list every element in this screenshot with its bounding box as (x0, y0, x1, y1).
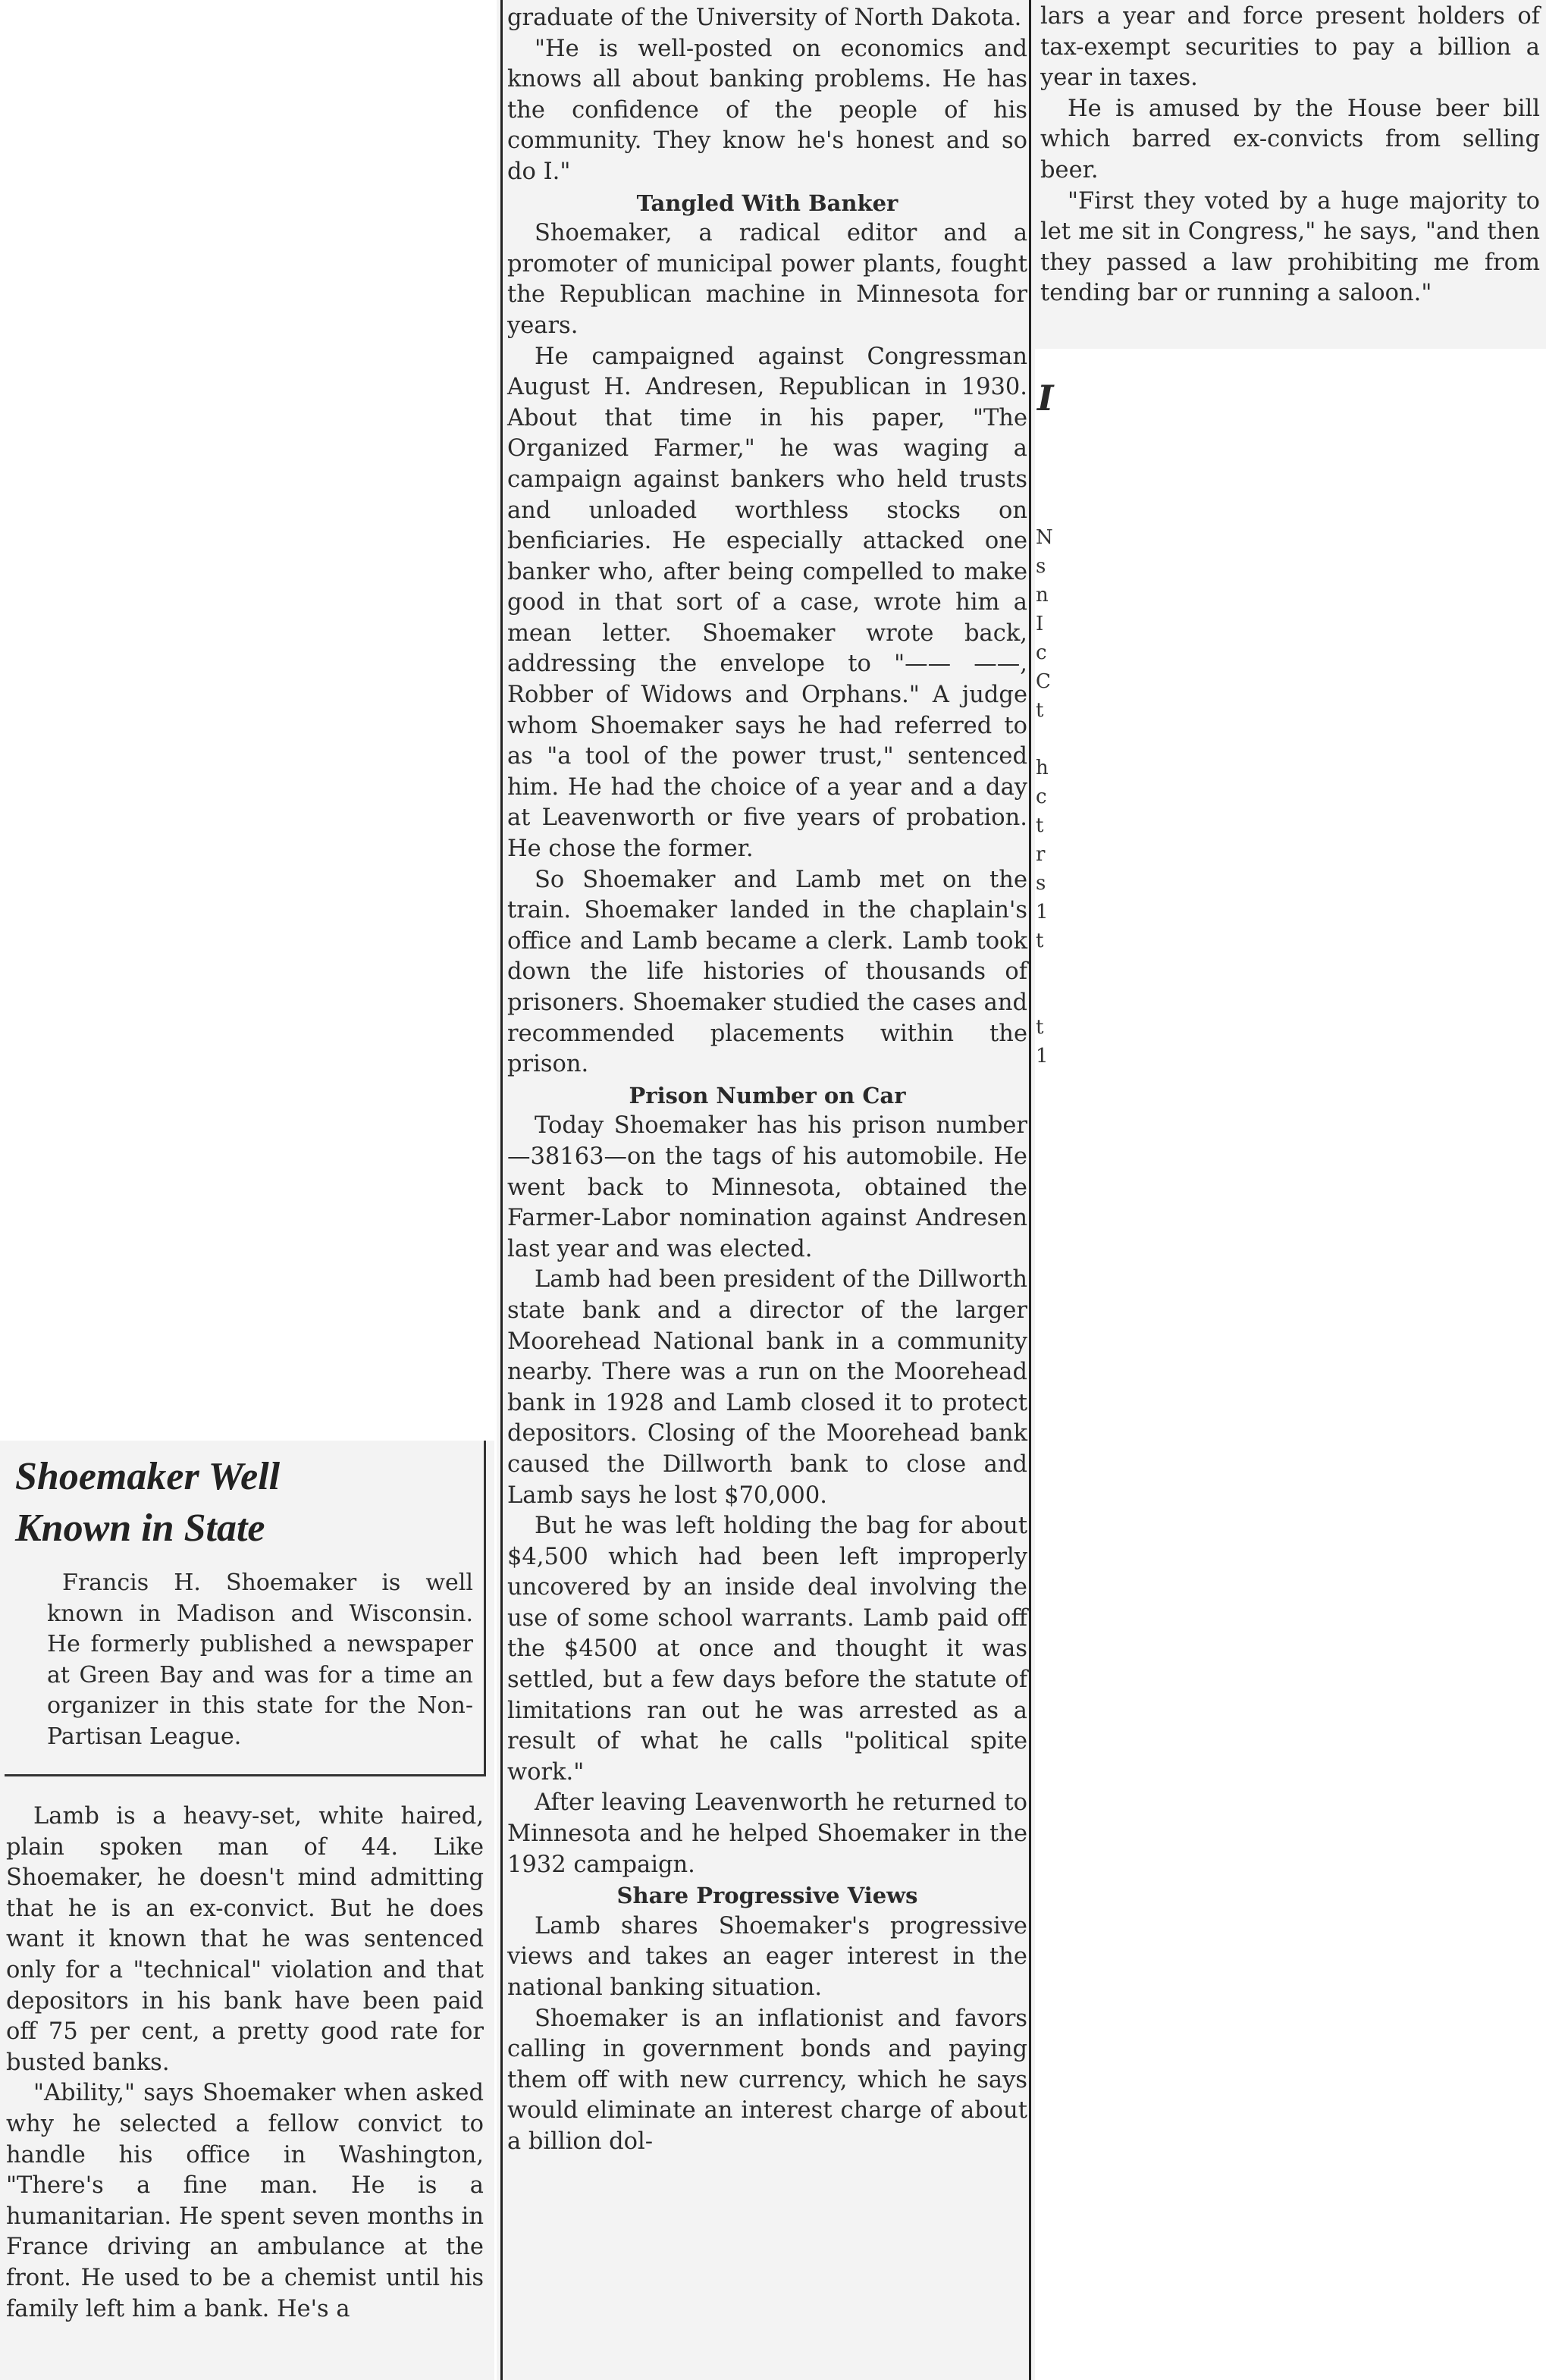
fragment-letter: h (1036, 757, 1049, 779)
paragraph: But he was left holding the bag for about $4,500 which had been left improperly uncovered by an inside deal involving the use of some school warrants. Lamb paid off the $4500 at once and thought it was settled, but a few days before the statute of limitations ran out he was arrested as a result of what he calls "political spite work." (507, 1513, 1027, 1786)
article-column-right (1031, 0, 1546, 349)
article-column-middle (497, 0, 1035, 2380)
fragment-letter (1036, 955, 1053, 984)
fragment-letter: C (1036, 670, 1051, 693)
fragment-letter (1036, 984, 1053, 1013)
paragraph: He campaigned against Congressman August H. Andresen, Republican in 1930. About that time in his paper, "The Organized Farmer," he was waging a campaign against bankers who held trusts and unloaded worthless stocks on benficiaries. He especially attacked one banker who, after being compelled to make good in that sort of a case, wrote him a mean letter. Shoemaker wrote back, addressing the envelope to "—— ——, Robber of Widows and Orphans." A judge whom Shoemaker says he had referred to as "a tool of the power trust," sentenced him. He had the choice of a year and a day at Leavenworth or five years of probation. He chose the former. (507, 343, 1027, 863)
column-rule (1029, 0, 1031, 2380)
paragraph: Shoemaker is an inflationist and favors calling in government bonds and paying them off with new currency, which he says would eliminate an interest charge of about a billion dol- (507, 2005, 1027, 2155)
fragment-letter: c (1036, 641, 1047, 664)
fragment-letter: c (1036, 785, 1047, 808)
fragment-letter: r (1036, 843, 1046, 866)
fragment-letter: N (1036, 526, 1053, 549)
fragment-letter: 1 (1036, 1045, 1049, 1068)
headline-line: Shoemaker Well (15, 1455, 281, 1498)
fragment-letter: 1 (1036, 901, 1049, 923)
subheading: Tangled With Banker (636, 190, 898, 216)
column-rule (500, 0, 503, 2380)
paragraph: So Shoemaker and Lamb met on the train. Shoemaker landed in the chaplain's office and Lamb became a clerk. Lamb took down the life histories of thousands of prisoners. Shoemaker studied the cases and recommended placements within the prison. (507, 866, 1027, 1078)
fragment-letter: t (1036, 814, 1044, 837)
fragment-letter: s (1036, 555, 1046, 578)
paragraph: "Ability," says Shoemaker when asked why he selected a fellow convict to handle his office in Washington, "There's a fine man. He is a humanitarian. He spent seven months in France driving an ambulance at the front. He used to be a chemist until his family left him a bank. He's a (6, 2080, 484, 2322)
paragraph: "First they voted by a huge majority to let me sit in Congress," he says, "and then they passed a law prohibiting me from tending bar or running a saloon." (1040, 187, 1540, 307)
paragraph: Lamb had been president of the Dillworth state bank and a director of the larger Moorehead National bank in a community nearby. There was a run on the Moorehead bank in 1928 and Lamb closed it to protect depositors. Closing of the Moorehead bank caused the Dillworth bank to close and Lamb says he lost $70,000. (507, 1266, 1027, 1509)
paragraph: After leaving Leavenworth he returned to Minnesota and he helped Shoemaker in the 1932 campaign. (507, 1789, 1027, 1878)
sidebar-box (5, 1441, 486, 1776)
box-headline (15, 1451, 484, 1554)
fragment-letter: n (1036, 584, 1049, 607)
fragment-letter: I (1036, 613, 1044, 635)
fragment-letter: t (1036, 1016, 1044, 1039)
subheading: Share Progressive Views (616, 1883, 918, 1909)
subheading: Prison Number on Car (629, 1082, 906, 1108)
fragment-letter: t (1036, 699, 1044, 722)
fragment-initial: I (1037, 378, 1054, 419)
paragraph: lars a year and force present holders of tax-exempt securities to pay a billion a year in taxes. (1040, 3, 1540, 92)
paragraph: Lamb is a heavy-set, white haired, plain spoken man of 44. Like Shoemaker, he doesn't mind admitting that he is an ex-convict. But he does want it known that he was sentenced only for a "technical" violation and that depositors in his bank have been paid off 75 per cent, a pretty good rate for busted banks. (6, 1803, 484, 2076)
cropped-column-fragments (1036, 523, 1053, 1071)
fragment-letter: t (1036, 930, 1044, 952)
paragraph: graduate of the University of North Dakota. (507, 5, 1022, 31)
headline-line: Known in State (15, 1507, 265, 1550)
paragraph: Today Shoemaker has his prison number—38163—on the tags of his automobile. He went back to Minnesota, obtained the Farmer-Labor nomination against Andresen last year and was elected. (507, 1112, 1027, 1262)
fragment-letter (1036, 725, 1053, 754)
fragment-letter: s (1036, 872, 1046, 895)
box-body: Francis H. Shoemaker is well known in Madison and Wisconsin. He formerly published a newspaper at Green Bay and was for a time an organizer in this state for the Non-Partisan League. (47, 1569, 473, 1750)
paragraph: Shoemaker, a radical editor and a promoter of municipal power plants, fought the Republican machine in Minnesota for years. (507, 220, 1027, 339)
paragraph: Lamb shares Shoemaker's progressive views and takes an eager interest in the national banking situation. (507, 1912, 1027, 2001)
paragraph: "He is well-posted on economics and knows all about banking problems. He has the confidence of the people of his community. They know he's honest and so do I." (507, 35, 1027, 185)
article-column-left (0, 1441, 494, 2380)
paragraph: He is amused by the House beer bill which barred ex-convicts from selling beer. (1040, 95, 1540, 183)
